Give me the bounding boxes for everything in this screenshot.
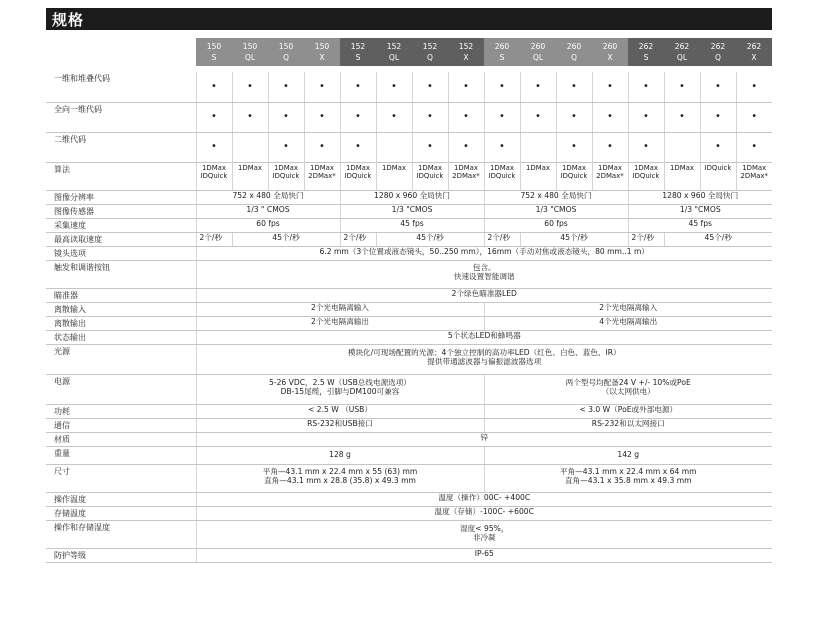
row-weight: [46, 446, 772, 464]
row-algorithm: [46, 162, 772, 190]
supported-dot: •: [664, 102, 700, 132]
row-operating-temp: [46, 492, 772, 506]
row-linear-codes: [46, 72, 772, 102]
supported-dot: •: [736, 102, 772, 132]
model-variant: Q: [571, 53, 577, 62]
weight-value: 128 g: [196, 446, 484, 464]
read-value: 45个/秒: [232, 232, 340, 246]
supported-dot: •: [376, 102, 412, 132]
row-label: 图像分辨率: [46, 190, 196, 204]
algo-value: 1DMax 2DMax*: [592, 162, 628, 190]
res-value: 752 x 480 全局快门: [196, 190, 340, 204]
supported-dot: •: [520, 72, 556, 102]
empty-cell: [520, 132, 556, 162]
model-header-cell: [448, 38, 484, 66]
fps-value: 60 fps: [196, 218, 340, 232]
dout-value: 4个光电隔离输出: [484, 316, 772, 330]
light-value: 模块化/可现场配置的光源；4个独立控制的高功率LED（红色、白色、蓝色、IR） 提供带通滤波器与偏振滤波器选项: [196, 344, 772, 374]
supported-dot: •: [700, 72, 736, 102]
row-label: 状态输出: [46, 330, 196, 344]
model-number: 152: [386, 42, 402, 51]
supported-dot: •: [736, 72, 772, 102]
status-value: 5个状态LED和蜂鸣器: [196, 330, 772, 344]
model-header-cell: [268, 38, 304, 66]
row-ip-rating: [46, 548, 772, 562]
model-variant: QL: [388, 53, 400, 62]
model-header-cell: [376, 38, 412, 66]
model-number: 260: [530, 42, 546, 51]
model-variant: S: [499, 53, 505, 62]
read-value: 2个/秒: [340, 232, 376, 246]
algo-value: 1DMax: [376, 162, 412, 190]
din-value: 2个光电隔离输入: [196, 302, 484, 316]
model-variant: S: [211, 53, 217, 62]
size-value: 平角—43.1 mm x 22.4 mm x 55 (63) mm 直角—43.1 mm x 28.8 (35.8) x 49.3 mm: [196, 464, 484, 492]
row-label: 操作和存储湿度: [46, 520, 196, 548]
algo-value: 1DMax 2DMax*: [736, 162, 772, 190]
row-label: 存储温度: [46, 506, 196, 520]
model-number: 150: [314, 42, 330, 51]
ip-value: IP-65: [196, 548, 772, 562]
read-value: 2个/秒: [628, 232, 664, 246]
supported-dot: •: [268, 72, 304, 102]
model-header-cell: [232, 38, 268, 66]
model-number: 150: [206, 42, 222, 51]
supported-dot: •: [196, 132, 232, 162]
material-value: 锌: [196, 432, 772, 446]
row-label: 瞄准器: [46, 288, 196, 302]
row-label: 采集速度: [46, 218, 196, 232]
supported-dot: •: [484, 72, 520, 102]
supported-dot: •: [628, 72, 664, 102]
algo-value: IDQuick: [700, 162, 736, 190]
comm-value: RS-232和以太网接口: [484, 418, 772, 432]
row-light: [46, 344, 772, 374]
supported-dot: •: [376, 72, 412, 102]
row-material: [46, 432, 772, 446]
row-label: 二维代码: [46, 132, 196, 162]
model-header-cell: [340, 38, 376, 66]
aimer-value: 2个绿色瞄准器LED: [196, 288, 772, 302]
row-aimer: [46, 288, 772, 302]
model-number: 262: [638, 42, 654, 51]
supported-dot: •: [412, 72, 448, 102]
algo-value: 1DMax IDQuick: [556, 162, 592, 190]
algo-value: 1DMax IDQuick: [196, 162, 232, 190]
sensor-value: 1/3 "CMOS: [628, 204, 772, 218]
supported-dot: •: [556, 132, 592, 162]
row-dimensions: [46, 464, 772, 492]
supported-dot: •: [448, 72, 484, 102]
supported-dot: •: [592, 132, 628, 162]
supported-dot: •: [340, 102, 376, 132]
sensor-value: 1/3 " CMOS: [196, 204, 340, 218]
row-label: 触发和调谐按钮: [46, 260, 196, 288]
row-status-output: [46, 330, 772, 344]
model-number: 152: [350, 42, 366, 51]
row-trigger: [46, 260, 772, 288]
model-header-cell: [556, 38, 592, 66]
model-number: 260: [602, 42, 618, 51]
consume-value: < 3.0 W（PoE或外部电源）: [484, 404, 772, 418]
read-value: 2个/秒: [484, 232, 520, 246]
model-variant: QL: [244, 53, 256, 62]
row-sensor: [46, 204, 772, 218]
supported-dot: •: [304, 132, 340, 162]
supported-dot: •: [592, 102, 628, 132]
page-title: 规格: [52, 11, 85, 29]
model-variant: QL: [676, 53, 688, 62]
model-header-cell: [592, 38, 628, 66]
supported-dot: •: [304, 102, 340, 132]
model-header-cell: [412, 38, 448, 66]
row-label: 算法: [46, 162, 196, 190]
row-label: 尺寸: [46, 464, 196, 492]
supported-dot: •: [196, 72, 232, 102]
spec-title-bar: [46, 8, 772, 30]
algo-value: 1DMax: [664, 162, 700, 190]
row-power: [46, 374, 772, 404]
comm-value: RS-232和USB接口: [196, 418, 484, 432]
consume-value: < 2.5 W （USB）: [196, 404, 484, 418]
supported-dot: •: [592, 72, 628, 102]
supported-dot: •: [232, 72, 268, 102]
row-label: 最高读取速度: [46, 232, 196, 246]
model-number: 260: [566, 42, 582, 51]
optemp-value: 温度（操作）00C- +400C: [196, 492, 772, 506]
model-number: 152: [458, 42, 474, 51]
header-blank: [46, 38, 196, 66]
lens-value: 6.2 mm（3个位置或液态镜头，50..250 mm），16mm（手动对焦或液态镜头，80 mm..1 m）: [196, 246, 772, 260]
supported-dot: •: [556, 102, 592, 132]
algo-value: 1DMax: [232, 162, 268, 190]
row-label: 电源: [46, 374, 196, 404]
model-variant: S: [355, 53, 361, 62]
model-header-cell: [196, 38, 232, 66]
model-header-cell: [628, 38, 664, 66]
row-label: 光源: [46, 344, 196, 374]
supported-dot: •: [304, 72, 340, 102]
size-value: 平角—43.1 mm x 22.4 mm x 64 mm 直角—43.1 x 35.8 mm x 49.3 mm: [484, 464, 772, 492]
row-storage-temp: [46, 506, 772, 520]
supported-dot: •: [628, 132, 664, 162]
row-label: 防护等级: [46, 548, 196, 562]
res-value: 1280 x 960 全局快门: [628, 190, 772, 204]
read-value: 45个/秒: [376, 232, 484, 246]
algo-value: 1DMax IDQuick: [412, 162, 448, 190]
model-number: 262: [710, 42, 726, 51]
dout-value: 2个光电隔离输出: [196, 316, 484, 330]
model-variant: X: [607, 53, 613, 62]
row-label: 图像传感器: [46, 204, 196, 218]
model-number: 262: [674, 42, 690, 51]
supported-dot: •: [196, 102, 232, 132]
row-consumption: [46, 404, 772, 418]
humid-value: 湿度< 95%， 非冷凝: [196, 520, 772, 548]
row-label: 功耗: [46, 404, 196, 418]
row-lens: [46, 246, 772, 260]
sensor-value: 1/3 "CMOS: [484, 204, 628, 218]
empty-cell: [232, 132, 268, 162]
supported-dot: •: [736, 132, 772, 162]
algo-value: 1DMax IDQuick: [268, 162, 304, 190]
power-value: 5-26 VDC，2.5 W（USB总线电源选项） DB-15尾缆，引脚与DM100可兼容: [196, 374, 484, 404]
model-header-cell: [484, 38, 520, 66]
row-label: 重量: [46, 446, 196, 464]
model-header-cell: [736, 38, 772, 66]
row-label: 操作温度: [46, 492, 196, 506]
model-variant: S: [643, 53, 649, 62]
algo-value: 1DMax IDQuick: [628, 162, 664, 190]
res-value: 752 x 480 全局快门: [484, 190, 628, 204]
supported-dot: •: [664, 72, 700, 102]
row-discrete-input: [46, 302, 772, 316]
supported-dot: •: [484, 102, 520, 132]
model-header-row: [46, 38, 772, 66]
model-header-cell: [664, 38, 700, 66]
supported-dot: •: [232, 102, 268, 132]
model-number: 152: [422, 42, 438, 51]
res-value: 1280 x 960 全局快门: [340, 190, 484, 204]
row-humidity: [46, 520, 772, 548]
algo-value: 1DMax: [520, 162, 556, 190]
row-label: 全向一维代码: [46, 102, 196, 132]
sensor-value: 1/3 "CMOS: [340, 204, 484, 218]
power-value: 两个型号均配备24 V +/- 10%或PoE （以太网供电）: [484, 374, 772, 404]
supported-dot: •: [448, 102, 484, 132]
model-variant: X: [319, 53, 325, 62]
supported-dot: •: [268, 102, 304, 132]
model-variant: Q: [283, 53, 289, 62]
row-communication: [46, 418, 772, 432]
algo-value: 1DMax 2DMax*: [448, 162, 484, 190]
model-variant: X: [751, 53, 757, 62]
empty-cell: [376, 132, 412, 162]
model-header-cell: [520, 38, 556, 66]
supported-dot: •: [484, 132, 520, 162]
row-discrete-output: [46, 316, 772, 330]
row-frame-rate: [46, 218, 772, 232]
supported-dot: •: [412, 132, 448, 162]
empty-cell: [664, 132, 700, 162]
supported-dot: •: [412, 102, 448, 132]
row-label: 一维和堆叠代码: [46, 72, 196, 102]
sttemp-value: 温度（存储）-100C- +600C: [196, 506, 772, 520]
trigger-value: 包含。 快速设置智能调谐: [196, 260, 772, 288]
fps-value: 45 fps: [628, 218, 772, 232]
model-variant: QL: [532, 53, 544, 62]
fps-value: 60 fps: [484, 218, 628, 232]
supported-dot: •: [448, 132, 484, 162]
algo-value: 1DMax IDQuick: [484, 162, 520, 190]
supported-dot: •: [628, 102, 664, 132]
fps-value: 45 fps: [340, 218, 484, 232]
algo-value: 1DMax 2DMax*: [304, 162, 340, 190]
weight-value: 142 g: [484, 446, 772, 464]
model-variant: Q: [427, 53, 433, 62]
model-number: 262: [746, 42, 762, 51]
row-label: 离散输出: [46, 316, 196, 330]
read-value: 2个/秒: [196, 232, 232, 246]
model-variant: X: [463, 53, 469, 62]
model-header-cell: [304, 38, 340, 66]
row-omni-codes: [46, 102, 772, 132]
row-read-rate: [46, 232, 772, 246]
row-2d-codes: [46, 132, 772, 162]
model-number: 150: [242, 42, 258, 51]
row-resolution: [46, 190, 772, 204]
model-number: 150: [278, 42, 294, 51]
model-variant: Q: [715, 53, 721, 62]
supported-dot: •: [520, 102, 556, 132]
supported-dot: •: [556, 72, 592, 102]
supported-dot: •: [340, 72, 376, 102]
read-value: 45个/秒: [664, 232, 772, 246]
model-number: 260: [494, 42, 510, 51]
din-value: 2个光电隔离输入: [484, 302, 772, 316]
supported-dot: •: [700, 102, 736, 132]
row-label: 镜头选项: [46, 246, 196, 260]
read-value: 45个/秒: [520, 232, 628, 246]
supported-dot: •: [340, 132, 376, 162]
row-label: 材质: [46, 432, 196, 446]
supported-dot: •: [700, 132, 736, 162]
row-label: 通信: [46, 418, 196, 432]
model-header-cell: [700, 38, 736, 66]
algo-value: 1DMax IDQuick: [340, 162, 376, 190]
row-label: 离散输入: [46, 302, 196, 316]
supported-dot: •: [268, 132, 304, 162]
spec-table: [46, 38, 772, 563]
